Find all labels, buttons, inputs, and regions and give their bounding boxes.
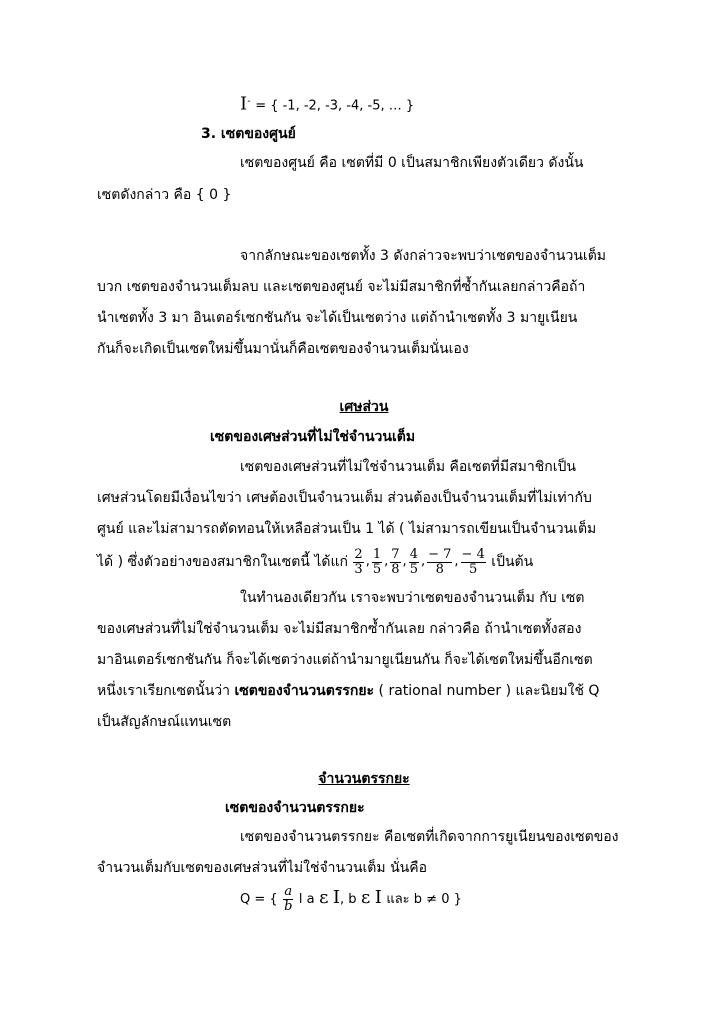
rational-line-1: เซตของจำนวนตรรกยะ คือเซตที่เกิดจากการยูเนียนของเซตของ (240, 829, 619, 845)
fractions-line-5: ในทำนองเดียวกัน เราจะพบว่าเซตของจำนวนเต็ม กับ เซต (240, 590, 585, 606)
formula-mid-2: , b (339, 892, 357, 907)
fraction-example (461, 548, 486, 577)
formula-suffix: และ b ≠ 0 } (386, 892, 462, 907)
fraction-numerator: − 4 (461, 546, 485, 562)
fraction-numerator: 1 (372, 546, 382, 562)
fractions-line-7: มาอินเตอร์เซกชันกัน ก็จะได้เซตว่างแต่ถ้านำมายูเนียนกัน ก็จะได้เซตใหม่ขึ้นอีกเซต (97, 652, 593, 668)
formula-fraction (283, 885, 293, 914)
fraction-separator: , (402, 554, 407, 569)
integer-set-symbol-1: I (332, 887, 340, 908)
rational-title: จำนวนตรรกยะ (318, 771, 410, 787)
fractions-examples-line (97, 545, 533, 579)
element-of-symbol-1: ε (319, 887, 329, 908)
fraction-denominator: 8 (435, 561, 444, 577)
fractions-title: เศษส่วน (339, 399, 389, 415)
formula-denominator: b (284, 898, 293, 914)
fraction-numerator: − 7 (428, 546, 452, 562)
fraction-example (427, 548, 452, 577)
fraction-separator: , (454, 554, 459, 569)
negative-set-elements: = { -1, -2, -3, -4, -5, … } (255, 98, 415, 114)
rational-number-term: เซตของจำนวนตรรกยะ (234, 683, 375, 699)
formula-numerator: a (284, 883, 293, 899)
element-of-symbol-2: ε (360, 887, 371, 908)
line-8-prefix: หนึ่งเราเรียกเซตนั้นว่า (97, 683, 231, 699)
negative-superscript: - (247, 96, 251, 107)
fraction-numerator: 2 (354, 546, 363, 562)
fraction-numerator: 7 (391, 546, 400, 562)
examples-prefix: ได้ ) ซึ่งตัวอย่างของสมาชิกในเซตนี้ ได้แก่ (97, 554, 348, 570)
fraction-example (409, 548, 419, 577)
line-8-suffix: ( rational number ) และนิยมใช้ Q (378, 683, 600, 699)
fractions-line-3: ศูนย์ และไม่สามารถตัดทอนให้เหลือส่วนเป็น 1 ได้ ( ไม่สามารถเขียนเป็นจำนวนเต็ม (97, 521, 597, 537)
fraction-example (353, 548, 363, 577)
formula-mid-1: l a (298, 892, 315, 907)
rational-formula (240, 880, 462, 918)
fractions-line-9: เป็นสัญลักษณ์แทนเซต (97, 714, 232, 730)
integer-set-symbol: I (240, 93, 248, 115)
examples-suffix: เป็นต้น (491, 554, 534, 570)
summary-line-2: บวก เซตของจำนวนเต็มลบ และเซตของศูนย์ จะไม่มีสมาชิกที่ซ้ำกันเลยกล่าวคือถ้า (97, 279, 586, 295)
fraction-separator: , (365, 554, 370, 569)
fraction-example (390, 548, 400, 577)
fraction-examples (352, 546, 486, 577)
fractions-line-2: เศษส่วนโดยมีเงื่อนไขว่า เศษต้องเป็นจำนวนเต็ม ส่วนต้องเป็นจำนวนเต็มที่ไม่เท่ากับ (97, 490, 592, 506)
fraction-separator: , (420, 554, 426, 569)
integer-set-symbol-2: I (374, 887, 382, 908)
fraction-denominator: 5 (372, 561, 382, 577)
formula-prefix: Q = { (240, 892, 278, 907)
fractions-line-6: ของเศษส่วนที่ไม่ใช่จำนวนเต็ม จะไม่มีสมาชิกซ้ำกันเลย กล่าวคือ ถ้านำเซตทั้งสอง (97, 621, 582, 637)
summary-line-3: นำเซตทั้ง 3 มา อินเตอร์เซกชันกัน จะได้เป็นเซตว่าง แต่ถ้านำเซตทั้ง 3 มายูเนียน (97, 310, 578, 326)
fractions-line-1: เซตของเศษส่วนที่ไม่ใช่จำนวนเต็ม คือเซตที่มีสมาชิกเป็น (240, 459, 576, 475)
fraction-denominator: 5 (409, 561, 418, 577)
fraction-example (372, 548, 382, 577)
fraction-denominator: 3 (354, 561, 363, 577)
zero-set-heading: 3. เซตของศูนย์ (201, 126, 296, 142)
zero-set-line-1: เซตของศูนย์ คือ เซตที่มี 0 เป็นสมาชิกเพียงตัวเดียว ดังนั้น (240, 155, 584, 171)
rational-subtitle: เซตของจำนวนตรรกยะ (225, 800, 365, 816)
fraction-separator: , (384, 554, 389, 569)
summary-line-4: กันก็จะเกิดเป็นเซตใหม่ขึ้นมานั่นก็คือเซตของจำนวนเต็มนั่นเอง (97, 341, 469, 357)
fractions-line-8 (97, 681, 599, 701)
fraction-denominator: 8 (391, 561, 400, 577)
fraction-numerator: 4 (409, 546, 418, 562)
zero-set-line-2: เซตดังกล่าว คือ { 0 } (97, 187, 232, 203)
summary-line-1: จากลักษณะของเซตทั้ง 3 ดังกล่าวจะพบว่าเซตของจำนวนเต็ม (240, 248, 607, 264)
negative-integer-set (240, 92, 414, 117)
rational-line-2: จำนวนเต็มกับเซตของเศษส่วนที่ไม่ใช่จำนวนเต็ม นั่นคือ (97, 860, 427, 876)
fraction-denominator: 5 (469, 561, 478, 577)
fractions-subtitle: เซตของเศษส่วนที่ไม่ใช่จำนวนเต็ม (210, 429, 416, 445)
